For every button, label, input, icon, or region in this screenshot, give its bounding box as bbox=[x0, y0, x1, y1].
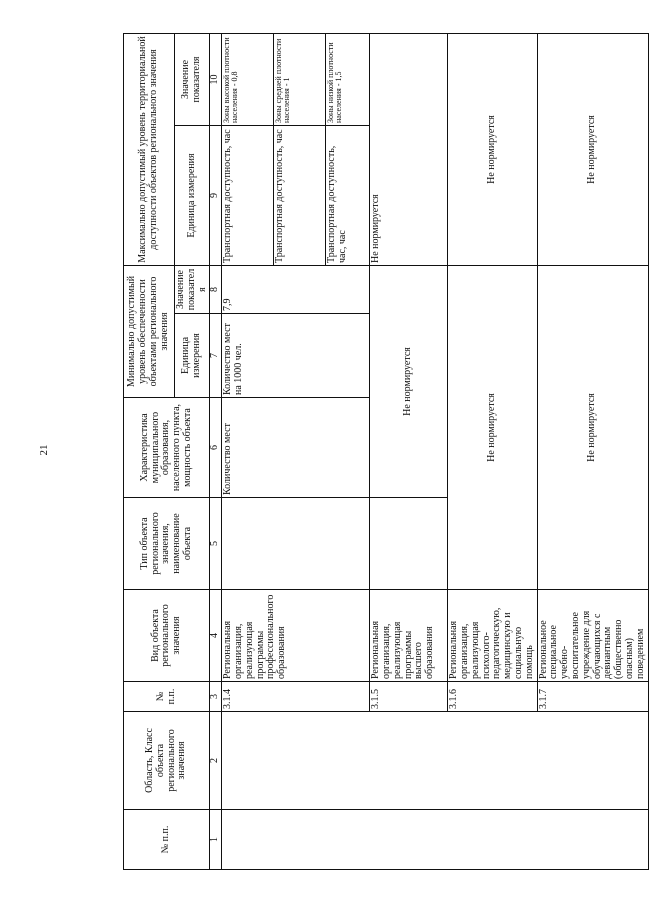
header-min-unit: Единица измерения bbox=[175, 314, 210, 398]
row-kind: Региональная организация, реализующая программы высшего образования bbox=[370, 590, 448, 682]
row-num: 3.1.6 bbox=[448, 682, 537, 712]
header-num: № п.п. bbox=[124, 810, 210, 870]
col-number: 6 bbox=[210, 398, 222, 498]
row-max-text: Не нормируется bbox=[370, 33, 448, 265]
row-num: 3.1.4 bbox=[222, 682, 370, 712]
row-kind: Региональная организация, реализующая психолого-педагогическую, медицинскую и социальную помощь bbox=[448, 590, 537, 682]
row-characteristic: Количество мест bbox=[222, 398, 370, 498]
table-row bbox=[222, 33, 274, 869]
row-kind: Региональное специальное учебно-воспитательное учреждение для обучающихся с девиантным (общественно опасным) поведением bbox=[537, 590, 648, 682]
col-number: 5 bbox=[210, 498, 222, 590]
col-number: 7 bbox=[210, 314, 222, 398]
col-number: 9 bbox=[210, 126, 222, 266]
col-number: 2 bbox=[210, 712, 222, 810]
header-row bbox=[124, 33, 175, 869]
col-number: 8 bbox=[210, 266, 222, 314]
header-min-level: Минимально допустимый уровень обеспеченности объектами регионального значения bbox=[124, 266, 175, 398]
row-max-unit: Транспортная доступность, час bbox=[222, 126, 274, 266]
row-max-unit: Транспортная доступность, час bbox=[274, 126, 326, 266]
row-max-value: Зоны средней плотности населения - 1 bbox=[274, 33, 326, 125]
row-min-text: Не нормируется bbox=[370, 266, 448, 498]
row-min-value: 7,9 bbox=[222, 266, 370, 314]
row-num: 3.1.7 bbox=[537, 682, 648, 712]
col-number: 3 bbox=[210, 682, 222, 712]
empty-cell bbox=[222, 712, 648, 810]
header-type: Тип объекта регионального значения, наименование объекта bbox=[124, 498, 210, 590]
regional-objects-table bbox=[123, 33, 649, 870]
header-max-unit: Единица измерения bbox=[175, 126, 210, 266]
header-kind: Вид объекта регионального значения bbox=[124, 590, 210, 682]
col-number: 1 bbox=[210, 810, 222, 870]
row-min-text: Не нормируется bbox=[537, 266, 648, 590]
table-container bbox=[123, 34, 646, 870]
row-max-value: Зоны высокой плотности населения - 0,8 bbox=[222, 33, 274, 125]
header-subnum: № п.п. bbox=[124, 682, 210, 712]
row-num: 3.1.5 bbox=[370, 682, 448, 712]
row-min-text: Не нормируется bbox=[448, 266, 537, 590]
header-characteristic: Характеристика муниципального образования, населенного пункта, мощность объекта bbox=[124, 398, 210, 498]
row-type bbox=[222, 498, 370, 590]
header-max-level: Максимально допустимый уровень территориальной доступности объектов регионального значения bbox=[124, 33, 175, 265]
header-area-class: Область, Класс объекта регионального значения bbox=[124, 712, 210, 810]
row-kind: Региональная организация, реализующая программы профессионального образования bbox=[222, 590, 370, 682]
col-number: 4 bbox=[210, 590, 222, 682]
header-max-value: Значение показателя bbox=[175, 33, 210, 125]
row-max-value: Зоны низкой плотности населения - 1,5 bbox=[326, 33, 370, 125]
page-number: 21 bbox=[38, 444, 50, 456]
header-min-value: Значение показателя bbox=[175, 266, 210, 314]
col-number: 10 bbox=[210, 33, 222, 125]
row-min-unit: Количество мест на 1000 чел. bbox=[222, 314, 370, 398]
column-numbers-row bbox=[210, 33, 222, 869]
row-max-text: Не нормируется bbox=[448, 33, 537, 265]
row-type bbox=[370, 498, 448, 590]
row-max-text: Не нормируется bbox=[537, 33, 648, 265]
row-max-unit: Транспортная доступность, час, час bbox=[326, 126, 370, 266]
empty-cell bbox=[222, 810, 648, 870]
